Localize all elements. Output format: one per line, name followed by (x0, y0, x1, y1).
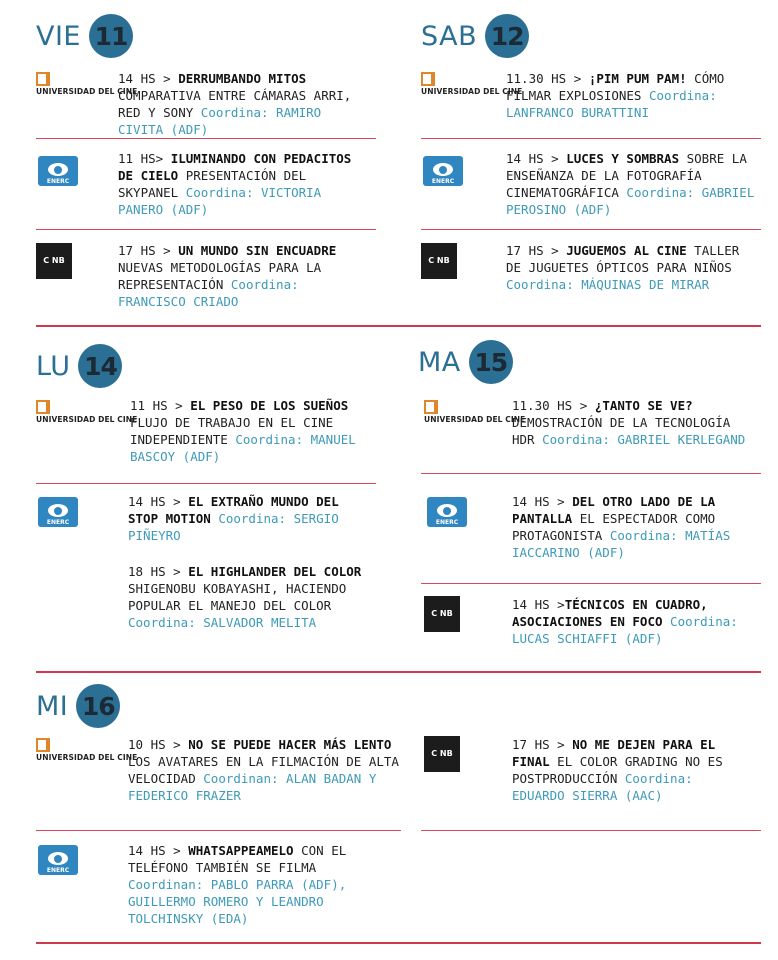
event-time: 17 HS > (512, 737, 573, 752)
event-description: FLUJO DE TRABAJO EN EL CINE INDEPENDIENTE (130, 415, 334, 447)
ucine-mark-icon (421, 72, 435, 86)
event-title: UN MUNDO SIN ENCUADRE (178, 243, 337, 258)
day-name: MI (36, 690, 69, 722)
event-coordinator: Coordina: LUCAS SCHIAFFI (ADF) (512, 614, 738, 646)
day-name: MA (418, 346, 461, 378)
event-time: 14 HS > (512, 597, 565, 612)
event-mi-1 (128, 736, 403, 804)
event-coordinator: Coordinan: PABLO PARRA (ADF), GUILLERMO ROMERO Y LEANDRO TOLCHINSKY (EDA) (128, 877, 347, 926)
section-divider (36, 942, 761, 944)
day-number-badge: 14 (78, 344, 122, 388)
ucine-mark-icon (424, 400, 438, 414)
cnb-logo: C NB (424, 736, 460, 772)
event-description: SHIGENOBU KOBAYASHI, HACIENDO POPULAR EL MANEJO DEL COLOR (128, 581, 347, 613)
divider (421, 473, 761, 474)
universidad-del-cine-logo: UNIVERSIDAD DEL CINE (36, 400, 137, 425)
enerc-logo: ENERC (38, 156, 78, 186)
day-header-ma (418, 340, 513, 384)
event-vie-2 (118, 150, 368, 218)
day-name: SAB (421, 20, 478, 52)
event-coordinator: Coordinan: ALAN BADAN Y FEDERICO FRAZER (128, 771, 377, 803)
event-description: TALLER DE JUGUETES ÓPTICOS PARA NIÑOS (506, 243, 740, 275)
event-sab-1 (506, 70, 756, 121)
event-lu-2 (128, 493, 368, 544)
event-description: NUEVAS METODOLOGÍAS PARA LA REPRESENTACIÓN (118, 260, 322, 292)
day-header-vie (36, 14, 133, 58)
event-time: 11 HS > (130, 398, 191, 413)
event-mi-3 (512, 736, 752, 804)
event-description: PRESENTACIÓN DEL SKYPANEL (118, 168, 307, 200)
section-divider (36, 671, 761, 673)
event-description: EL COLOR GRADING NO ES POSTPRODUCCIÓN (512, 754, 723, 786)
enerc-logo: ENERC (38, 845, 78, 875)
universidad-del-cine-logo: UNIVERSIDAD DEL CINE (36, 72, 137, 97)
event-title: DEL OTRO LADO DE LA PANTALLA (512, 494, 716, 526)
cnb-logo: C NB (36, 243, 72, 279)
event-title: ILUMINANDO CON PEDACITOS DE CIELO (118, 151, 352, 183)
day-number-badge: 11 (89, 14, 133, 58)
eye-icon (437, 504, 457, 517)
event-ma-1 (512, 397, 752, 448)
day-header-mi (36, 684, 120, 728)
divider (36, 138, 376, 139)
divider (421, 138, 761, 139)
ucine-mark-icon (36, 400, 50, 414)
event-lu-1 (130, 397, 370, 465)
event-sab-2 (506, 150, 756, 218)
event-time: 14 HS > (118, 71, 179, 86)
day-number-badge: 16 (76, 684, 120, 728)
event-coordinator: Coordina: SERGIO PIÑEYRO (128, 511, 339, 543)
day-number-badge: 12 (485, 14, 529, 58)
event-coordinator: Coordina: RAMIRO CIVITA (ADF) (118, 105, 322, 137)
ucine-mark-icon (36, 72, 50, 86)
event-ma-2 (512, 493, 752, 561)
event-title: EL EXTRAÑO MUNDO DEL STOP MOTION (128, 494, 339, 526)
event-title: NO ME DEJEN PARA EL FINAL (512, 737, 716, 769)
event-lu-3 (128, 563, 368, 631)
enerc-logo: ENERC (423, 156, 463, 186)
universidad-del-cine-logo: UNIVERSIDAD DEL CINE (421, 72, 522, 97)
event-sab-3 (506, 242, 756, 293)
divider (36, 483, 376, 484)
event-title: EL HIGHLANDER DEL COLOR (188, 564, 362, 579)
event-description: LOS AVATARES EN LA FILMACIÓN DE ALTA VELOCIDAD (128, 754, 399, 786)
eye-icon (48, 163, 68, 176)
event-coordinator: Coordina: GABRIEL KERLEGAND (542, 432, 746, 447)
eye-icon (433, 163, 453, 176)
event-coordinator: Coordina: FRANCISCO CRIADO (118, 277, 299, 309)
event-coordinator: Coordina: EDUARDO SIERRA (AAC) (512, 771, 693, 803)
event-title: EL PESO DE LOS SUEÑOS (190, 398, 349, 413)
eye-icon (48, 852, 68, 865)
event-mi-2 (128, 842, 378, 927)
event-time: 14 HS > (128, 843, 189, 858)
day-number-badge: 15 (469, 340, 513, 384)
event-time: 18 HS > (128, 564, 189, 579)
divider (421, 583, 761, 584)
event-description: CÓMO FILMAR EXPLOSIONES (506, 71, 725, 103)
universidad-del-cine-logo: UNIVERSIDAD DEL CINE (36, 738, 137, 763)
enerc-logo: ENERC (38, 497, 78, 527)
event-time: 17 HS > (118, 243, 179, 258)
event-coordinator: Coordina: GABRIEL PEROSINO (ADF) (506, 185, 755, 217)
event-coordinator: Coordina: MÁQUINAS DE MIRAR (506, 277, 710, 292)
day-header-lu (36, 344, 122, 388)
event-description: EL ESPECTADOR COMO PROTAGONISTA (512, 511, 716, 543)
event-time: 14 HS > (506, 151, 567, 166)
event-time: 11 HS> (118, 151, 171, 166)
event-ma-3 (512, 596, 752, 647)
universidad-del-cine-logo: UNIVERSIDAD DEL CINE (424, 400, 525, 425)
event-coordinator: Coordina: VICTORIA PANERO (ADF) (118, 185, 322, 217)
cnb-logo: C NB (424, 596, 460, 632)
day-header-sab (421, 14, 529, 58)
event-title: WHATSAPPEAMELO (188, 843, 294, 858)
event-time: 14 HS > (128, 494, 189, 509)
event-title: ¡PIM PUM PAM! (588, 71, 687, 86)
event-description: SOBRE LA ENSEÑANZA DE LA FOTOGRAFÍA CINEMATOGRÁFICA (506, 151, 747, 200)
divider (36, 229, 376, 230)
section-divider (36, 325, 761, 327)
day-name: LU (36, 350, 71, 382)
event-time: 11.30 HS > (512, 398, 595, 413)
event-vie-3 (118, 242, 368, 310)
eye-icon (48, 504, 68, 517)
event-description: DEMOSTRACIÓN DE LA TECNOLOGÍA HDR (512, 415, 731, 447)
event-description: CON EL TELÉFONO TAMBIÉN SE FILMA (128, 843, 347, 875)
event-coordinator: Coordina: LANFRANCO BURATTINI (506, 88, 717, 120)
event-time: 11.30 HS > (506, 71, 589, 86)
cnb-logo: C NB (421, 243, 457, 279)
event-title: DERRUMBANDO MITOS (178, 71, 307, 86)
ucine-mark-icon (36, 738, 50, 752)
event-title: TÉCNICOS EN CUADRO, ASOCIACIONES EN FOCO (512, 597, 708, 629)
event-title: JUGUEMOS AL CINE (566, 243, 687, 258)
event-time: 14 HS > (512, 494, 573, 509)
event-description (663, 614, 671, 629)
day-name: VIE (36, 20, 81, 52)
event-title: NO SE PUEDE HACER MÁS LENTO (188, 737, 392, 752)
event-coordinator: Coordina: MATÍAS IACCARINO (ADF) (512, 528, 731, 560)
event-time: 17 HS > (506, 243, 567, 258)
divider (421, 229, 761, 230)
divider (421, 830, 761, 831)
event-vie-1 (118, 70, 368, 138)
event-title: LUCES Y SOMBRAS (566, 151, 680, 166)
event-coordinator: Coordina: MANUEL BASCOY (ADF) (130, 432, 356, 464)
event-description: COMPARATIVA ENTRE CÁMARAS ARRI, RED Y SONY (118, 88, 352, 120)
enerc-logo: ENERC (427, 497, 467, 527)
divider (36, 830, 401, 831)
event-time: 10 HS > (128, 737, 189, 752)
event-title: ¿TANTO SE VE? (594, 398, 693, 413)
event-coordinator: Coordina: SALVADOR MELITA (128, 615, 317, 630)
